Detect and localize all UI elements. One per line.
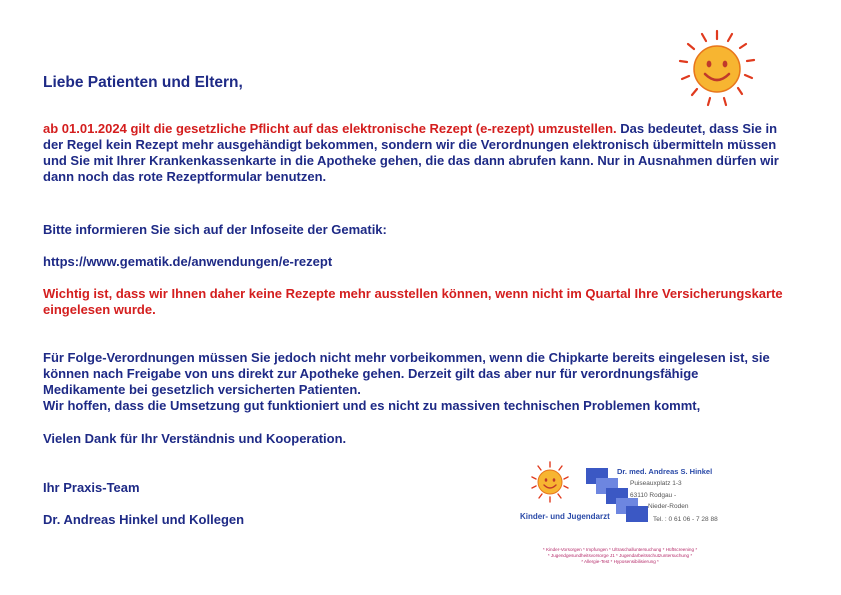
stamp-doctor-name: Dr. med. Andreas S. Hinkel <box>617 467 713 476</box>
hope-text: Wir hoffen, dass die Umsetzung gut funktioniert und es nicht zu massiven technischen Problemen kommt, <box>43 398 701 413</box>
stamp-street: Puiseauxplatz 1-3 <box>630 480 682 487</box>
thanks-text: Vielen Dank für Ihr Verständnis und Kooperation. <box>43 431 347 446</box>
follow-up-prescriptions-paragraph <box>43 350 783 414</box>
explanation-text: Das bedeutet, dass Sie in der Regel kein Rezept mehr ausgehändigt bekommen, sondern wir die Verordnungen elektronisch übermitteln müssen und Sie mit Ihrer Krankenkassenkarte in die Apotheke gehen, die das dann abrufen kann. Nur in Ausnahmen dürfen wir dann noch das rote Rezeptformular benutzen. <box>43 121 779 184</box>
signature-text: Dr. Andreas Hinkel und Kollegen <box>43 512 245 527</box>
stamp-specialty: Kinder- und Jugendarzt <box>520 512 610 521</box>
mandatory-notice-text: ab 01.01.2024 gilt die gesetzliche Pflicht auf das elektronische Rezept (e-rezept) umzustellen. <box>43 121 617 136</box>
stamp-city: 63110 Rodgau - <box>630 492 677 499</box>
stamp-services-line-1: * Kinder-Vorsorgen * Impfungen * Ultraschalluntersuchung * Hüftscreening * <box>542 547 698 552</box>
smiling-sun-icon <box>676 28 758 110</box>
important-notice-text: Wichtig ist, dass wir Ihnen daher keine Rezepte mehr ausstellen können, wenn nicht im Quartal Ihre Versicherungskarte eingelesen wurde. <box>43 286 783 317</box>
greeting-heading: Liebe Patienten und Eltern, <box>43 74 243 91</box>
stamp-phone: Tel. : 0 61 06 - 7 28 88 <box>653 516 718 523</box>
practice-stamp <box>520 458 740 578</box>
follow-up-text: Für Folge-Verordnungen müssen Sie jedoch nicht mehr vorbeikommen, wenn die Chipkarte bereits eingelesen ist, sie können nach Freigabe von uns direkt zur Apotheke gehen. Derzeit gilt das aber nur für verordnungsfähige Medikamente bei gesetzlich versicherten Patienten. <box>43 350 770 397</box>
gematik-link[interactable]: https://www.gematik.de/anwendungen/e-rezept <box>43 254 333 269</box>
stamp-district: Nieder-Roden <box>648 503 689 510</box>
info-page-text: Bitte informieren Sie sich auf der Infoseite der Gematik: <box>43 222 387 237</box>
stamp-services-line-3: * Allergie-Test * Hyposensibilisierung * <box>581 559 659 564</box>
paragraph-e-rezept-notice <box>43 121 783 185</box>
stamp-services-line-2: * Jugendgesundheitsvorsorge J1 * Jugendarbeitsschutzuntersuchung * <box>547 553 693 558</box>
smiling-sun-icon <box>528 460 572 504</box>
team-sign-off: Ihr Praxis-Team <box>43 480 140 495</box>
